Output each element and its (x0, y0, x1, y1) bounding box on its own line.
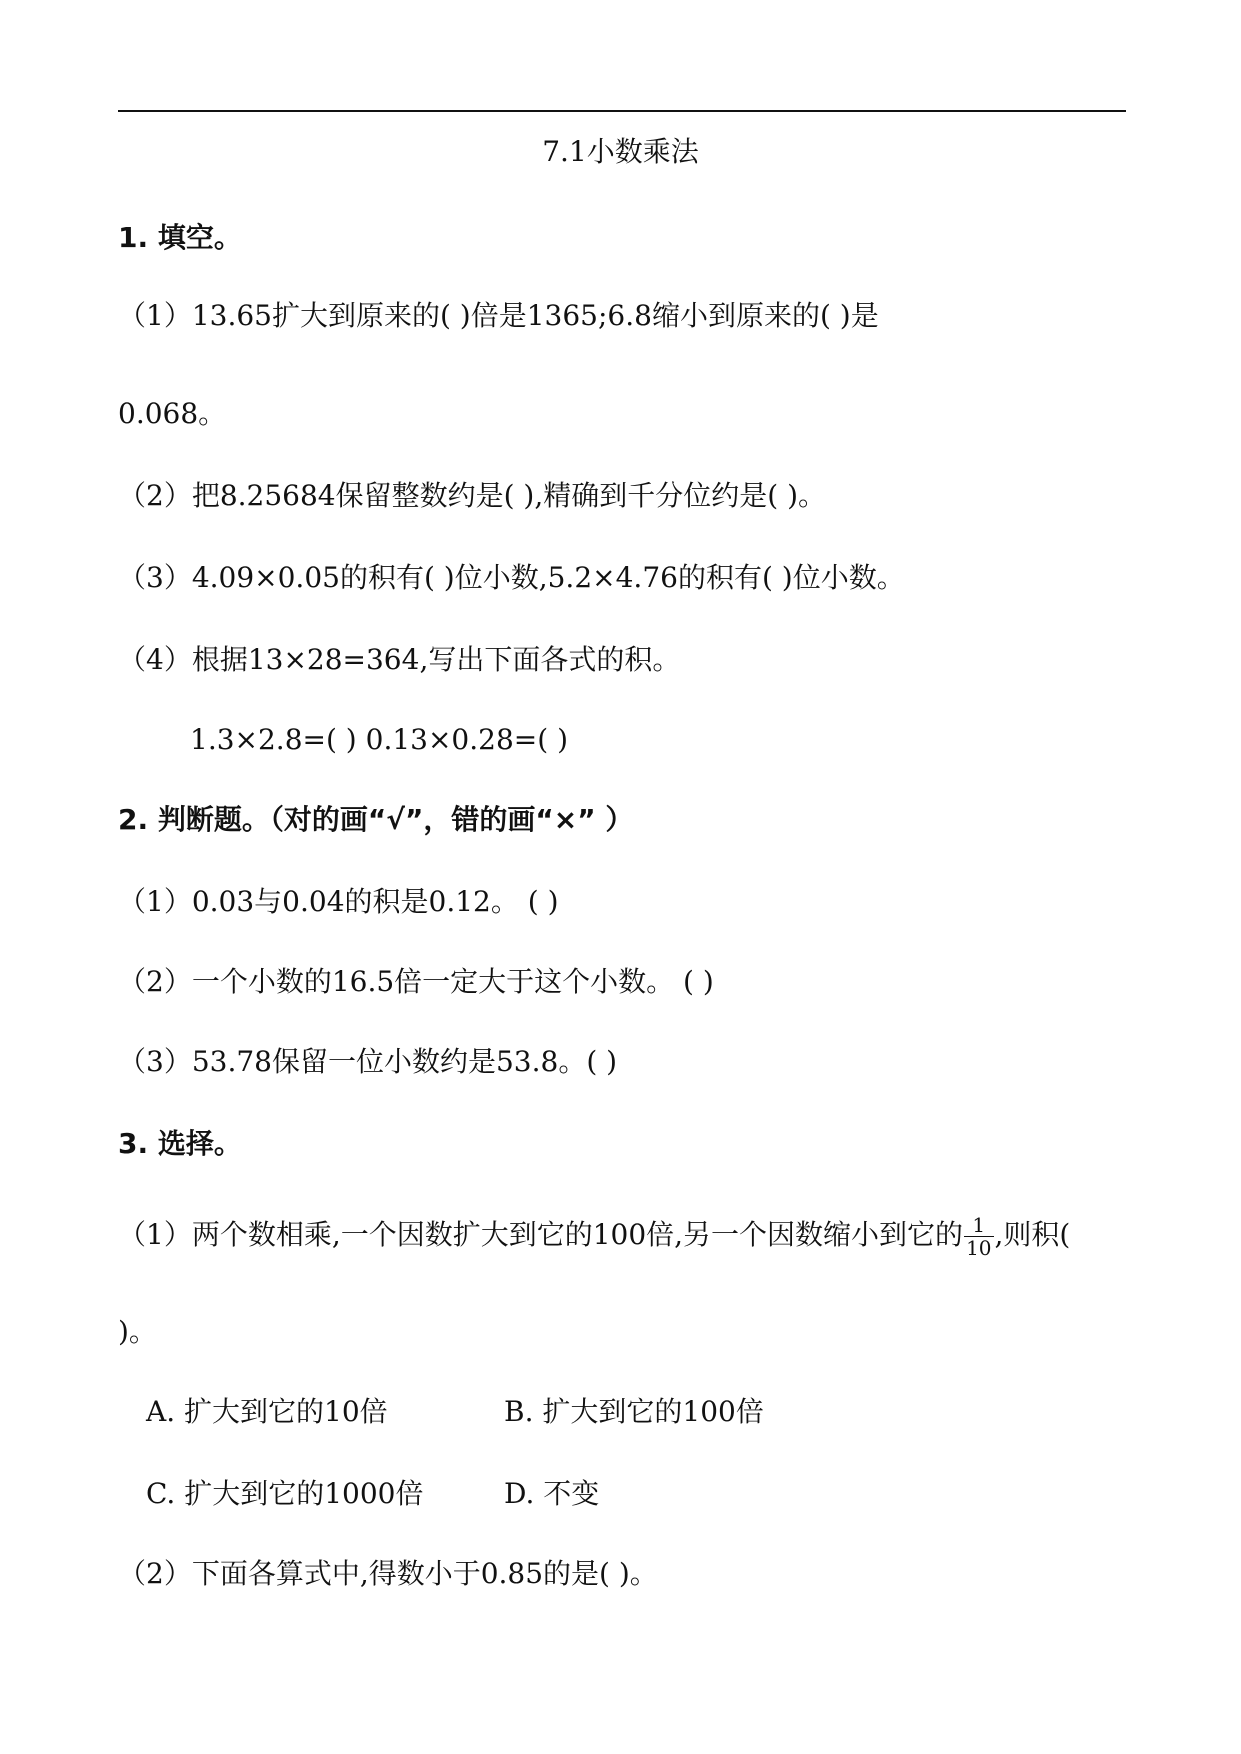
option-b: B. 扩大到它的100倍 (504, 1395, 764, 1428)
section3-q1-before: （1）两个数相乘,一个因数扩大到它的100倍,另一个因数缩小到它的 (118, 1218, 964, 1251)
section1-heading: 1. 填空。 (118, 221, 242, 254)
section3-heading: 3. 选择。 (118, 1127, 242, 1160)
section1-q1-text: （1）13.65扩大到原来的( )倍是1365;6.8缩小到原来的( )是 (118, 299, 879, 332)
section3-q1-line1 (118, 1214, 1070, 1259)
fraction-numerator: 1 (964, 1214, 993, 1237)
section2-q3: （3）53.78保留一位小数约是53.8。( ) (118, 1045, 618, 1078)
section3-q1-after: ,则积( (994, 1218, 1071, 1251)
option-a: A. 扩大到它的10倍 (146, 1395, 388, 1428)
option-c: C. 扩大到它的1000倍 (146, 1477, 424, 1510)
section1-q4: （4）根据13×28=364,写出下面各式的积。 (118, 643, 681, 676)
section1-q1-line2: 0.068。 (118, 397, 227, 430)
fraction-one-tenth (964, 1214, 993, 1259)
option-d: D. 不变 (504, 1477, 600, 1510)
fraction-denominator: 10 (966, 1236, 992, 1260)
page-title: 7.1小数乘法 (542, 135, 699, 168)
header-rule (118, 110, 1126, 112)
section3-q2: （2）下面各算式中,得数小于0.85的是( )。 (118, 1557, 658, 1590)
section1-q4-sub: 1.3×2.8=( ) 0.13×0.28=( ) (190, 723, 568, 756)
section2-heading: 2. 判断题。（对的画“√”，错的画“×” ） (118, 803, 634, 836)
section2-q2: （2）一个小数的16.5倍一定大于这个小数。 ( ) (118, 965, 714, 998)
section1-q2: （2）把8.25684保留整数约是( ),精确到千分位约是( )。 (118, 479, 827, 512)
section1-q3: （3）4.09×0.05的积有( )位小数,5.2×4.76的积有( )位小数。 (118, 561, 905, 594)
section1-q1-line1 (118, 298, 1126, 334)
section2-q1: （1）0.03与0.04的积是0.12。 ( ) (118, 885, 559, 918)
section3-q1-line2: )。 (118, 1315, 157, 1348)
